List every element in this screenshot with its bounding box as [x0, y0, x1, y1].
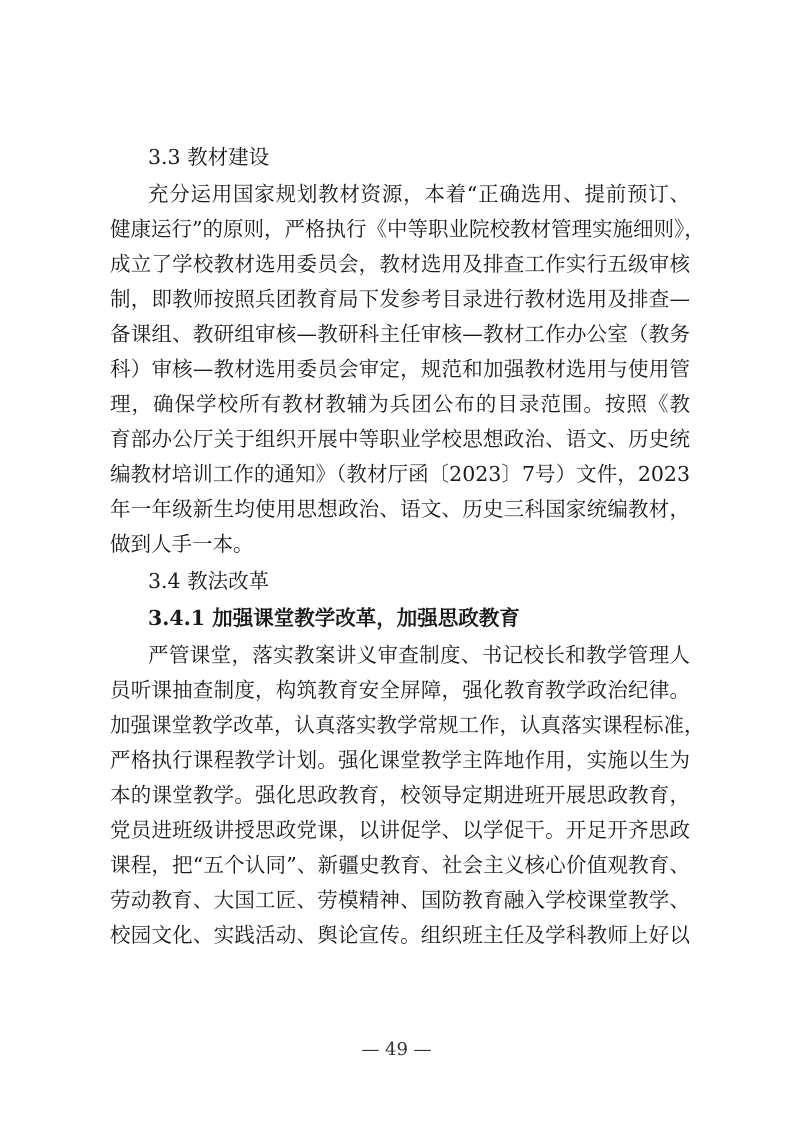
text-line: 年一年级新生均使用思想政治、语文、历史三科国家统编教材，: [110, 497, 690, 521]
text-line: 编教材培训工作的通知》（教材厅函〔2023〕7号）文件，2023: [110, 462, 690, 486]
text-line: 加强课堂教学改革，认真落实教学常规工作，认真落实课程标准，: [110, 713, 705, 737]
text-line: 备课组、教研组审核—教研科主任审核—教材工作办公室（教务: [110, 322, 690, 346]
text-line: 做到人手一本。: [110, 532, 254, 556]
text-line: 科）审核—教材选用委员会审定，规范和加强教材选用与使用管: [110, 357, 690, 381]
subsection-heading-3-4-1: 3.4.1 加强课堂教学改革，加强思政教育: [148, 606, 520, 630]
text-line: 党员进班级讲授思政党课，以讲促学、以学促干。开足开齐思政: [110, 818, 690, 842]
text-line: 课程，把“五个认同”、新疆史教育、社会主义核心价值观教育、: [110, 853, 690, 877]
text-line: 严格执行课程教学计划。强化课堂教学主阵地作用，实施以生为: [110, 748, 690, 772]
section-heading-3-4: 3.4 教法改革: [148, 569, 270, 593]
text-line: 校园文化、实践活动、舆论宣传。组织班主任及学科教师上好以: [110, 923, 690, 947]
text-line: 理，确保学校所有教材教辅为兵团公布的目录范围。按照《教: [110, 392, 690, 416]
section-heading-3-3: 3.3 教材建设: [148, 145, 270, 169]
page-number: — 49 —: [361, 1039, 432, 1060]
text-line: 员听课抽查制度，构筑教育安全屏障，强化教育教学政治纪律。: [110, 678, 690, 702]
text-line: 健康运行”的原则，严格执行《中等职业院校教材管理实施细则》，: [110, 217, 705, 241]
text-line: 成立了学校教材选用委员会，教材选用及排查工作实行五级审核: [110, 252, 690, 276]
text-line: 严管课堂，落实教案讲义审查制度、书记校长和教学管理人: [148, 643, 690, 667]
text-line: 制，即教师按照兵团教育局下发参考目录进行教材选用及排查—: [110, 287, 690, 311]
text-line: 充分运用国家规划教材资源，本着“正确选用、提前预订、: [148, 182, 690, 206]
text-line: 劳动教育、大国工匠、劳模精神、国防教育融入学校课堂教学、: [110, 888, 690, 912]
text-line: 育部办公厅关于组织开展中等职业学校思想政治、语文、历史统: [110, 427, 690, 451]
text-line: 本的课堂教学。强化思政教育，校领导定期进班开展思政教育，: [110, 783, 690, 807]
